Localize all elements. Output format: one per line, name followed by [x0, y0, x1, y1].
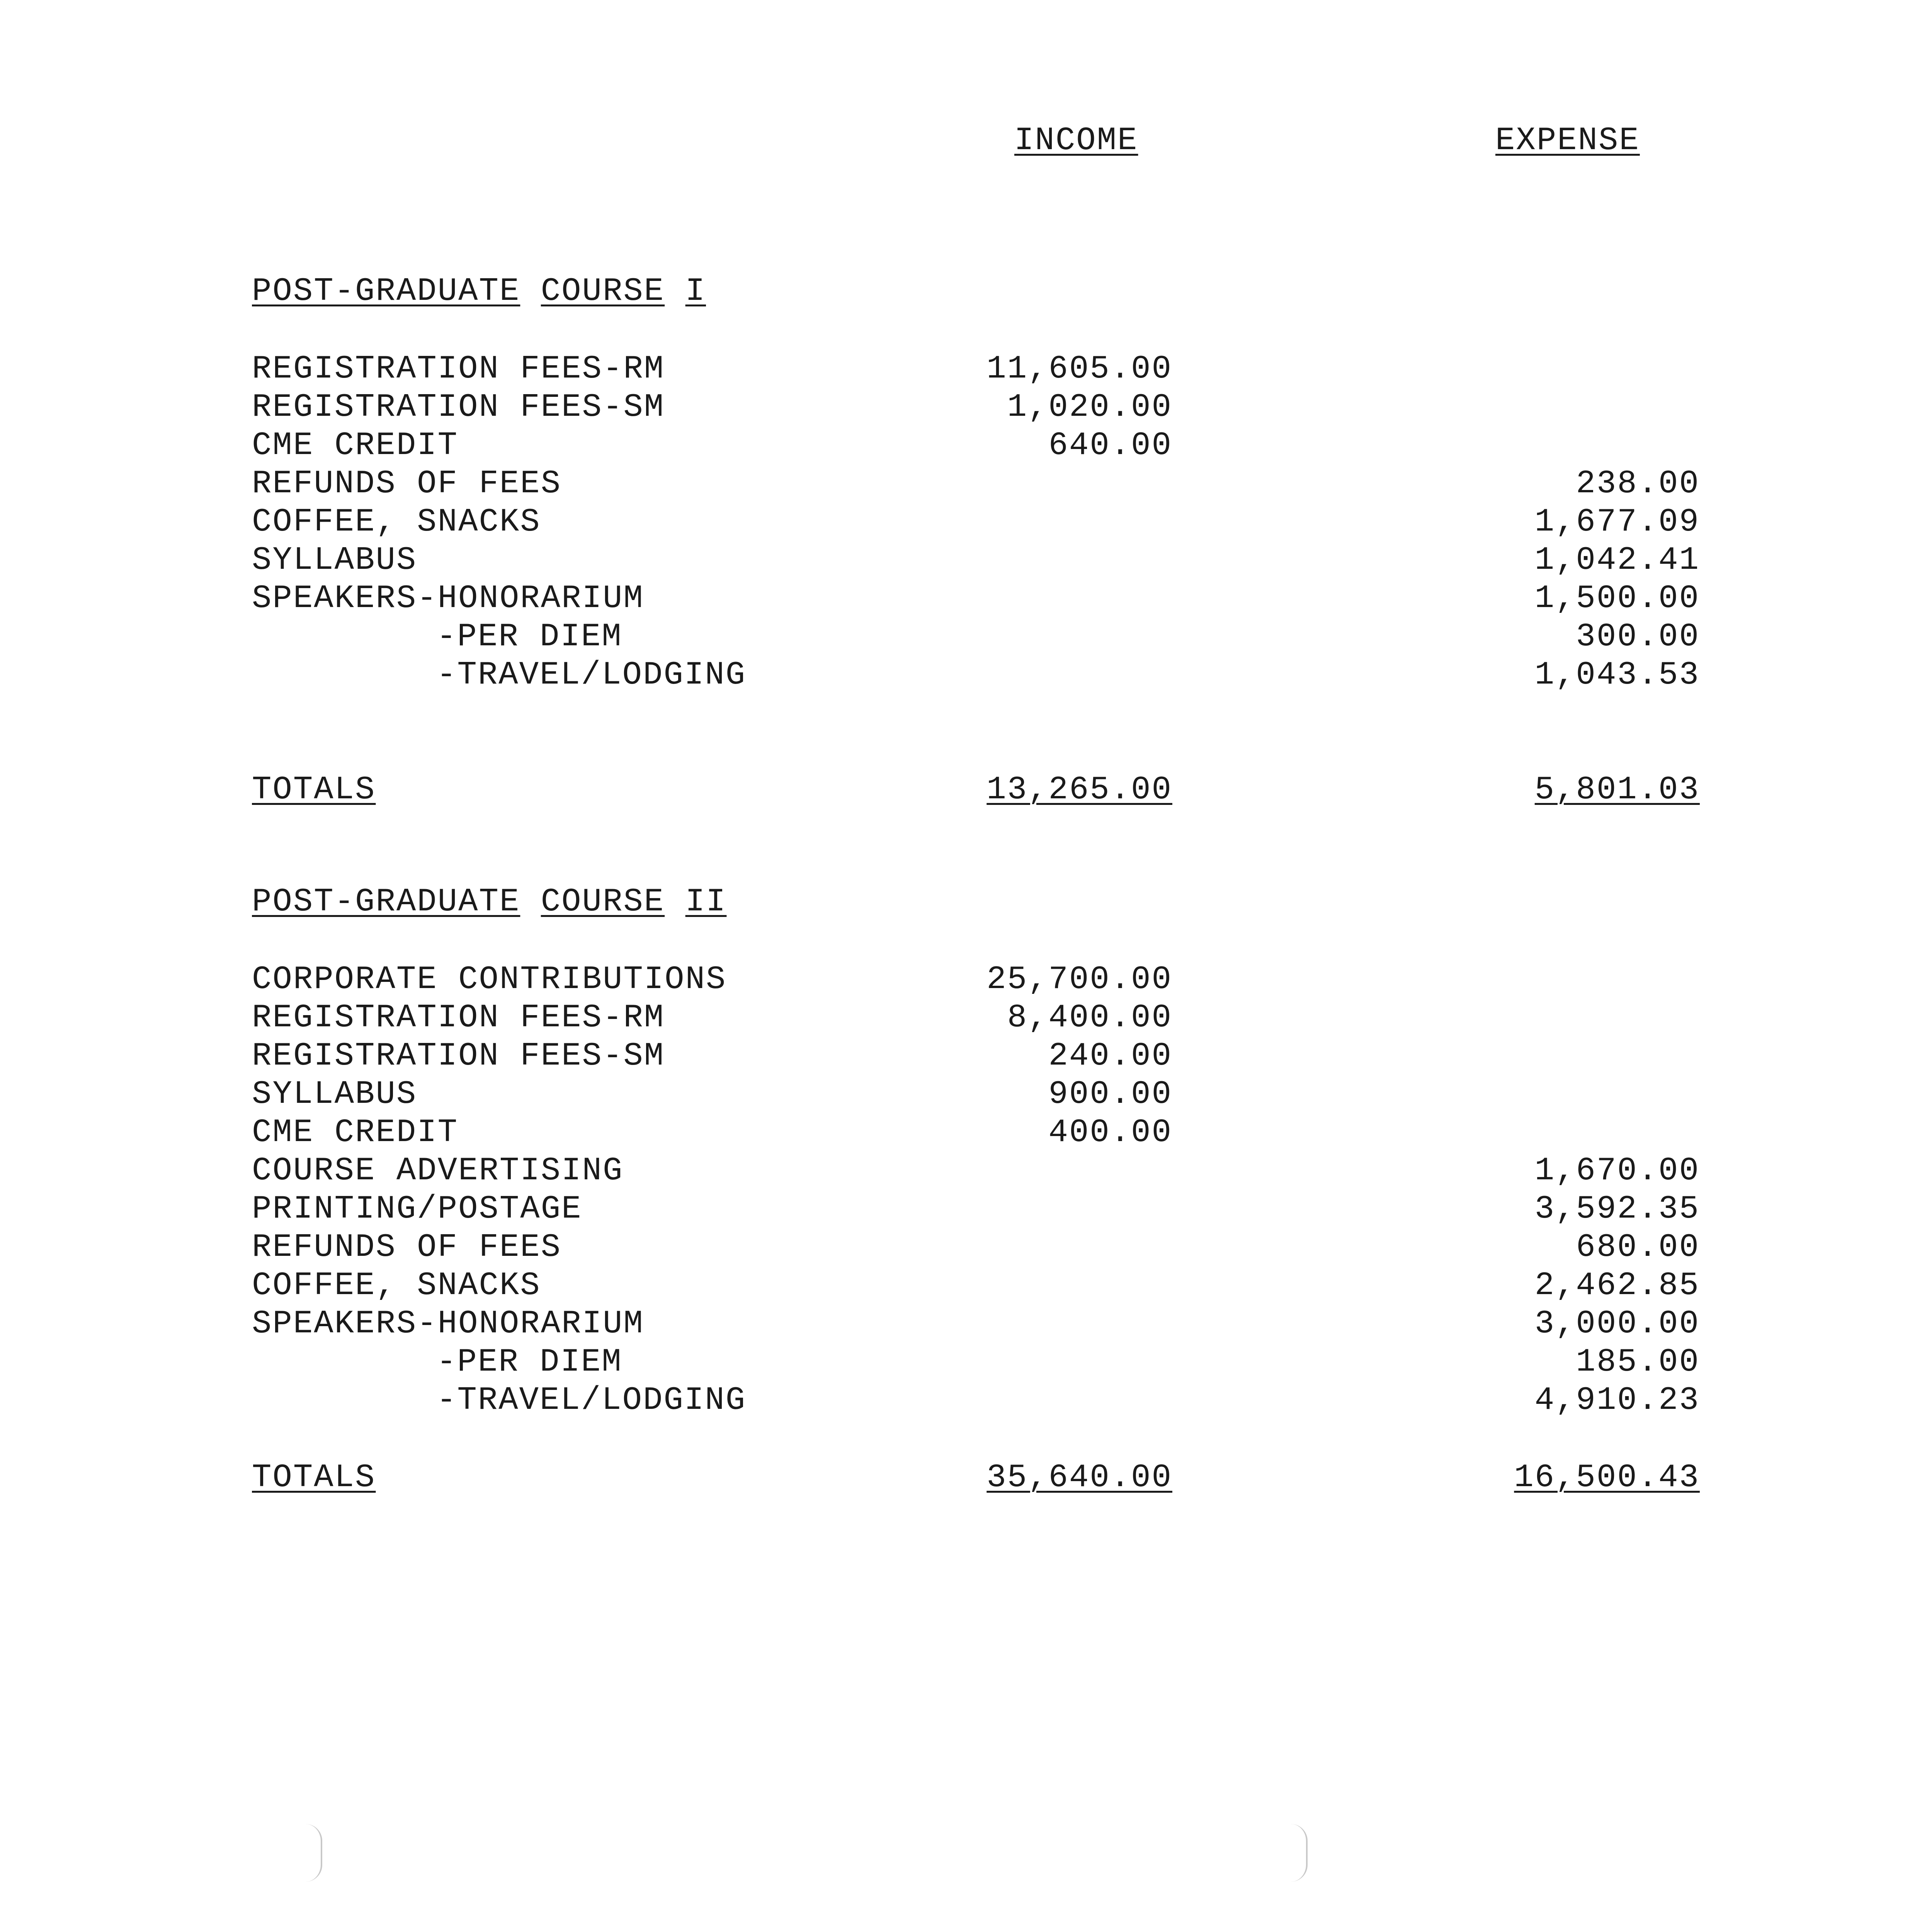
course1-row-label: REGISTRATION FEES-RM: [252, 351, 665, 388]
course1-row-label: SYLLABUS: [252, 542, 417, 579]
course1-row-income: 640.00: [1048, 427, 1172, 464]
course1-row-expense: 238.00: [1576, 466, 1700, 502]
course2-title: [252, 883, 726, 922]
course1-row-income: 11,605.00: [986, 351, 1172, 388]
course1-totals-expense: 5,801.03: [1534, 772, 1700, 808]
punch-mark: [1291, 1824, 1308, 1882]
course1-title-part1: POST-GRADUATE: [252, 273, 520, 310]
course1-title: [252, 272, 706, 311]
course2-row-label: CORPORATE CONTRIBUTIONS: [252, 961, 727, 998]
course2-row-expense: 1,670.00: [1534, 1153, 1700, 1189]
course2-row-label: REFUNDS OF FEES: [252, 1229, 562, 1266]
course1-row-label: COFFEE, SNACKS: [252, 504, 541, 541]
course2-row-income: 25,700.00: [986, 961, 1172, 998]
course2-title-part1: POST-GRADUATE: [252, 884, 520, 920]
course1-row-label: -TRAVEL/LODGING: [437, 657, 747, 694]
course2-row-income: 240.00: [1048, 1038, 1172, 1075]
course1-totals-income: 13,265.00: [986, 772, 1172, 808]
course2-row-label: CME CREDIT: [252, 1114, 459, 1151]
course1-row-income: 1,020.00: [1007, 389, 1172, 426]
course2-row-label: COURSE ADVERTISING: [252, 1153, 624, 1189]
course2-row-expense: 680.00: [1576, 1229, 1700, 1266]
course1-row-expense: 1,043.53: [1534, 657, 1700, 694]
course1-row-expense: 1,677.09: [1534, 504, 1700, 541]
course1-totals-label: TOTALS: [252, 772, 376, 808]
course2-title-part3: II: [685, 884, 727, 920]
course2-row-expense: 185.00: [1576, 1344, 1700, 1381]
course2-row-income: 900.00: [1048, 1076, 1172, 1113]
course2-row-income: 400.00: [1048, 1114, 1172, 1151]
course2-row-label: -PER DIEM: [437, 1344, 622, 1381]
course2-totals-label: TOTALS: [252, 1459, 376, 1496]
course1-row-expense: 1,042.41: [1534, 542, 1700, 579]
course2-row-label: PRINTING/POSTAGE: [252, 1191, 582, 1228]
course1-row-label: -PER DIEM: [437, 619, 622, 655]
expense-column-header: EXPENSE: [1495, 122, 1640, 159]
course2-row-label: SYLLABUS: [252, 1076, 417, 1113]
course2-row-label: REGISTRATION FEES-RM: [252, 1000, 665, 1036]
course2-row-expense: 3,000.00: [1534, 1306, 1700, 1342]
course1-row-label: REGISTRATION FEES-SM: [252, 389, 665, 426]
course2-title-part2: COURSE: [541, 884, 665, 920]
course2-row-income: 8,400.00: [1007, 1000, 1172, 1036]
course2-row-expense: 2,462.85: [1534, 1267, 1700, 1304]
course2-row-label: -TRAVEL/LODGING: [437, 1382, 747, 1419]
course2-row-expense: 3,592.35: [1534, 1191, 1700, 1228]
income-column-header: INCOME: [1014, 122, 1138, 159]
course1-row-expense: 1,500.00: [1534, 580, 1700, 617]
course2-totals-income: 35,640.00: [986, 1459, 1172, 1496]
course1-title-part2: COURSE: [541, 273, 665, 310]
course2-row-label: SPEAKERS-HONORARIUM: [252, 1306, 644, 1342]
course1-row-label: REFUNDS OF FEES: [252, 466, 562, 502]
course2-row-label: COFFEE, SNACKS: [252, 1267, 541, 1304]
course2-totals-expense: 16,500.43: [1514, 1459, 1700, 1496]
course2-row-label: REGISTRATION FEES-SM: [252, 1038, 665, 1075]
course2-row-expense: 4,910.23: [1534, 1382, 1700, 1419]
course1-row-label: SPEAKERS-HONORARIUM: [252, 580, 644, 617]
course1-row-label: CME CREDIT: [252, 427, 459, 464]
course1-title-part3: I: [685, 273, 706, 310]
course1-row-expense: 300.00: [1576, 619, 1700, 655]
punch-mark: [305, 1824, 322, 1882]
